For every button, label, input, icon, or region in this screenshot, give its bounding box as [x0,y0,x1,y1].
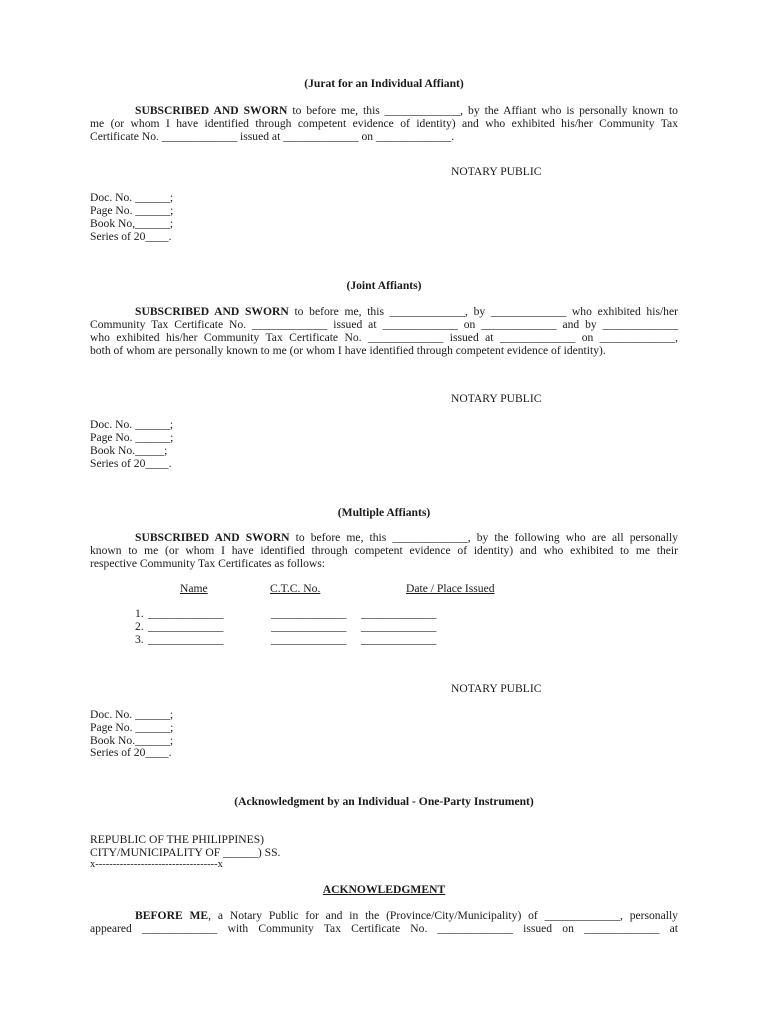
ctc-blank: _____________ [271,620,347,633]
paragraph-text: , a Notary Public for and in the (Province/City/Municipality) of _____________, personally [208,909,678,922]
series: Series of 20____. [90,457,172,470]
paragraph-line: me (or whom I have identified through competent evidence of identity) and who exhibited his/her Community Tax [90,117,678,130]
section-heading-acknowledgment: (Acknowledgment by an Individual - One-Party Instrument) [234,795,534,808]
ctc-blank: _____________ [271,633,347,646]
paragraph-line: known to me (or whom I have identified through competent evidence of identity) and who exhibited to me their [90,544,678,557]
doc-no: Doc. No. ______; [90,418,174,431]
name-blank: _____________ [148,607,224,620]
venue-separator: x-----------------------------------x [90,859,223,870]
notary-public-label: NOTARY PUBLIC [451,682,542,695]
page-no: Page No. ______; [90,721,174,734]
jurat-joint-paragraph [90,305,678,357]
paragraph-line: Community Tax Certificate No. _____________ issued at _____________ on _____________ and by _____________ [90,318,678,331]
lead-before-me: BEFORE ME [135,909,209,922]
book-no: Book No._____; [90,444,168,457]
section-heading-individual: (Jurat for an Individual Affiant) [304,77,464,90]
paragraph-text: to before me, this _____________, by the Affiant who is personally known to [287,104,678,117]
acknowledgment-title: ACKNOWLEDGMENT [322,883,446,896]
paragraph-line: Certificate No. _____________ issued at _____________ on _____________. [90,130,455,143]
page-no: Page No. ______; [90,204,174,217]
series: Series of 20____. [90,746,172,759]
lead-subscribed-sworn: SUBSCRIBED AND SWORN [135,531,290,544]
ctc-blank: _____________ [271,607,347,620]
book-no: Book No.______; [90,734,174,747]
venue-city: CITY/MUNICIPALITY OF ______) SS. [90,846,281,859]
doc-no: Doc. No. ______; [90,191,174,204]
column-header-name: Name [180,582,208,595]
paragraph-line: who exhibited his/her Community Tax Certificate No. _____________ issued at _____________ on _____________, [90,331,678,344]
paragraph-line: appeared _____________ with Community Tax Certificate No. _____________ issued on _____________ at [90,922,678,935]
date-place-blank: _____________ [361,633,437,646]
venue-republic: REPUBLIC OF THE PHILIPPINES) [90,833,265,846]
series: Series of 20____. [90,230,172,243]
paragraph-line: respective Community Tax Certificates as follows: [90,557,325,570]
name-blank: _____________ [148,620,224,633]
paragraph-line: both of whom are personally known to me (or whom I have identified through competent evidence of identity). [90,344,606,357]
page-no: Page No. ______; [90,431,174,444]
notary-public-label: NOTARY PUBLIC [451,392,542,405]
date-place-blank: _____________ [361,607,437,620]
name-blank: _____________ [148,633,224,646]
notary-public-label: NOTARY PUBLIC [451,165,542,178]
jurat-individual-paragraph [90,104,678,143]
paragraph-text: to before me, this _____________, by _____________ who exhibited his/her [288,305,678,318]
row-number: 1. [135,607,144,620]
date-place-blank: _____________ [361,620,437,633]
row-number: 3. [135,633,144,646]
column-header-ctc: C.T.C. No. [270,582,321,595]
book-no: Book No,______; [90,217,174,230]
acknowledgment-paragraph [90,909,678,935]
section-heading-multiple: (Multiple Affiants) [337,506,431,519]
paragraph-text: to before me, this _____________, by the following who are all personally [289,531,678,544]
lead-subscribed-sworn: SUBSCRIBED AND SWORN [135,104,288,117]
section-heading-joint: (Joint Affiants) [346,279,422,292]
doc-no: Doc. No. ______; [90,708,174,721]
row-number: 2. [135,620,144,633]
column-header-date-place: Date / Place Issued [406,582,495,595]
lead-subscribed-sworn: SUBSCRIBED AND SWORN [135,305,289,318]
jurat-multiple-paragraph [90,531,678,570]
